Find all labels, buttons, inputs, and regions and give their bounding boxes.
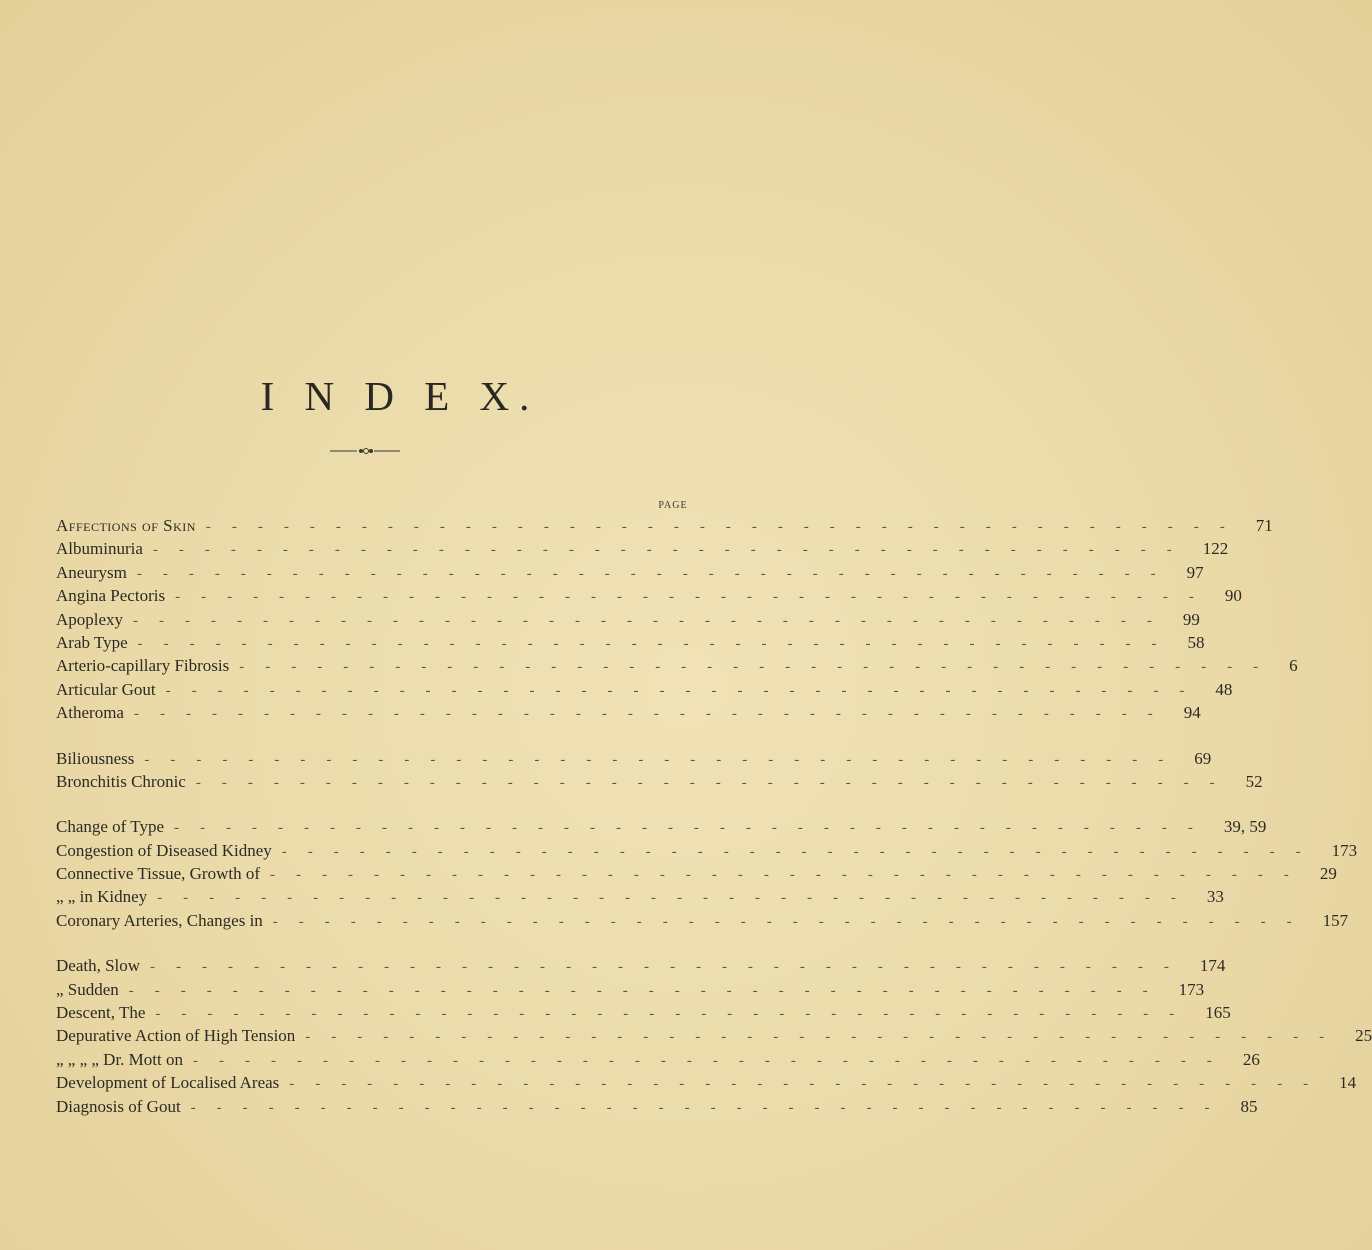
ornament-divider <box>330 448 400 454</box>
group-spacer <box>56 725 696 747</box>
page-number: 29 <box>1319 864 1337 884</box>
dash-leader: ---------------------------------------- <box>137 635 1178 652</box>
page-number: 33 <box>1206 887 1224 907</box>
index-entry <box>56 1001 1231 1024</box>
dash-leader: ---------------------------------------- <box>281 843 1322 860</box>
page-number: 94 <box>1183 703 1201 723</box>
page-number: 39, 59 <box>1223 817 1267 837</box>
index-entry <box>56 514 1273 537</box>
index-term: Biliousness <box>56 748 135 768</box>
dash-leader: ---------------------------------------- <box>272 913 1313 930</box>
index-entry <box>56 1071 1357 1094</box>
index-entry <box>56 1048 1260 1071</box>
index-term: Arterio-capillary Fibrosis <box>56 656 230 676</box>
index-term: Congestion of Diseased Kidney <box>56 840 272 860</box>
index-term: Affections of Skin <box>56 516 196 535</box>
index-entry <box>56 815 1267 838</box>
page-number: 58 <box>1187 632 1205 652</box>
page-number: 174 <box>1199 956 1226 976</box>
index-term: Descent, The <box>56 1003 146 1023</box>
page-number: 6 <box>1289 656 1298 676</box>
index-entry <box>56 654 1298 677</box>
index-term: Atheroma <box>56 703 124 723</box>
index-entry <box>56 561 1204 584</box>
dash-leader: ---------------------------------------- <box>157 890 1197 907</box>
dash-leader: ---------------------------------------- <box>175 589 1215 606</box>
page-number: 99 <box>1182 609 1200 629</box>
index-entry <box>56 1024 1372 1047</box>
dash-leader: ---------------------------------------- <box>133 612 1173 629</box>
dash-leader: ---------------------------------------- <box>150 959 1190 976</box>
page-number: 173 <box>1331 840 1358 860</box>
index-entry <box>56 608 1200 631</box>
index-term: Connective Tissue, Growth of <box>56 864 260 884</box>
index-title: I N D E X. <box>260 373 540 419</box>
index-term: Angina Pectoris <box>56 586 166 606</box>
dash-leader: ---------------------------------------- <box>193 1052 1233 1069</box>
index-term: Arab Type <box>56 632 128 652</box>
index-list <box>56 514 1372 1118</box>
index-entry <box>56 1095 1258 1118</box>
dash-leader: ---------------------------------------- <box>144 751 1185 768</box>
page-column-heading: PAGE <box>658 500 688 511</box>
index-entry <box>56 909 1349 932</box>
page-number: 71 <box>1255 516 1273 535</box>
index-term: Development of Localised Areas <box>56 1073 280 1093</box>
page-number: 69 <box>1194 748 1212 768</box>
index-term: Coronary Arteries, Changes in <box>56 910 263 930</box>
dash-leader: ---------------------------------------- <box>136 565 1177 582</box>
page-number: 26 <box>1242 1049 1260 1069</box>
index-term: „ Sudden <box>56 979 119 999</box>
page-number: 97 <box>1186 562 1204 582</box>
group-spacer <box>56 932 696 954</box>
index-term: Change of Type <box>56 817 165 837</box>
page-number: 122 <box>1202 539 1229 559</box>
index-entry <box>56 770 1263 793</box>
index-entry <box>56 584 1242 607</box>
index-term: Depurative Action of High Tension <box>56 1026 296 1046</box>
index-term: „ „ in Kidney <box>56 887 148 907</box>
index-entry <box>56 978 1205 1001</box>
index-entry <box>56 862 1337 885</box>
dash-leader: ---------------------------------------- <box>239 659 1280 676</box>
dash-leader: ---------------------------------------- <box>190 1099 1231 1116</box>
page-number: 14 <box>1339 1073 1357 1093</box>
dash-leader: ---------------------------------------- <box>305 1029 1346 1046</box>
index-term: Death, Slow <box>56 956 141 976</box>
index-term: Albuminuria <box>56 539 143 559</box>
index-entry <box>56 954 1226 977</box>
page-number: 157 <box>1322 910 1349 930</box>
dash-leader: ---------------------------------------- <box>195 774 1236 791</box>
index-term: „ „ „ „ Dr. Mott on <box>56 1049 183 1069</box>
dash-leader: ---------------------------------------- <box>152 542 1193 559</box>
dash-leader: ---------------------------------------- <box>289 1076 1330 1093</box>
group-spacer <box>56 793 696 815</box>
dash-leader: ---------------------------------------- <box>128 982 1169 999</box>
page-number: 52 <box>1245 771 1263 791</box>
dash-leader: ---------------------------------------- <box>270 867 1310 884</box>
dash-leader: ---------------------------------------- <box>205 519 1246 535</box>
page-number: 48 <box>1215 679 1233 699</box>
index-term: Bronchitis Chronic <box>56 771 186 791</box>
index-entry <box>56 537 1229 560</box>
index-entry <box>56 631 1205 654</box>
index-entry <box>56 701 1201 724</box>
index-term: Articular Gout <box>56 679 156 699</box>
index-term: Diagnosis of Gout <box>56 1096 181 1116</box>
index-entry <box>56 678 1233 701</box>
index-entry <box>56 885 1224 908</box>
dash-leader: ---------------------------------------- <box>174 820 1214 837</box>
page-number: 90 <box>1224 586 1242 606</box>
index-entry <box>56 839 1358 862</box>
index-entry <box>56 747 1212 770</box>
page-number: 173 <box>1178 979 1205 999</box>
page-number: 25 <box>1355 1026 1372 1046</box>
page-number: 85 <box>1240 1096 1258 1116</box>
dash-leader: ---------------------------------------- <box>155 1006 1196 1023</box>
index-term: Aneurysm <box>56 562 127 582</box>
dash-leader: ---------------------------------------- <box>165 682 1206 699</box>
index-term: Apoplexy <box>56 609 124 629</box>
page-number: 165 <box>1205 1003 1231 1023</box>
dash-leader: ---------------------------------------- <box>133 706 1174 723</box>
